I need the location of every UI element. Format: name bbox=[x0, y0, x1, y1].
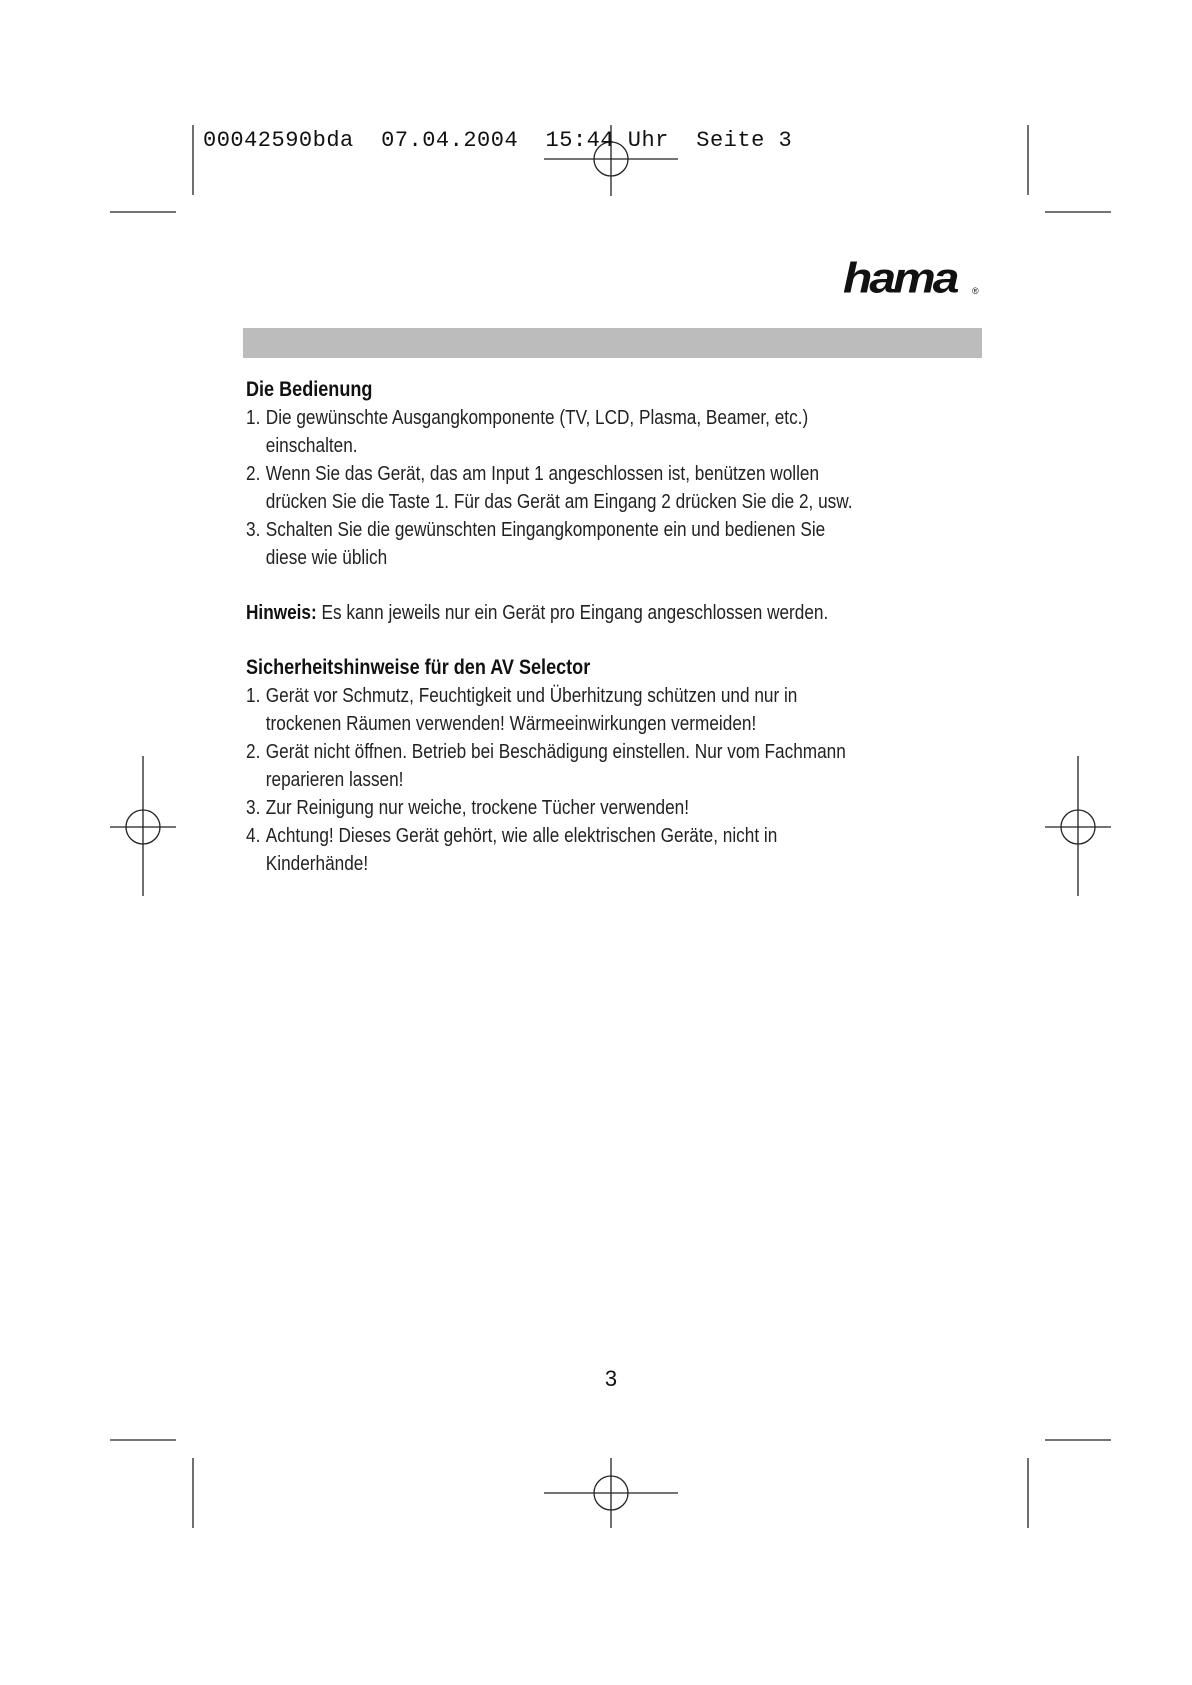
list-text: Zur Reinigung nur weiche, trockene Tücher verwenden! bbox=[265, 797, 690, 819]
list-item bbox=[246, 460, 865, 516]
registration-mark-left bbox=[110, 756, 176, 896]
list-text: Gerät vor Schmutz, Feuchtigkeit und Überhitzung schützen und nur in trockenen Räumen verwenden! Wärmeeinwirkungen vermeiden! bbox=[265, 685, 798, 735]
list-item bbox=[246, 404, 865, 460]
list-number: 4. bbox=[246, 825, 261, 847]
list-item bbox=[246, 794, 865, 822]
list-text: Gerät nicht öffnen. Betrieb bei Beschädigung einstellen. Nur vom Fachmann reparieren lassen! bbox=[265, 741, 846, 791]
list-number: 1. bbox=[246, 685, 261, 707]
section-heading-operation: Die Bedienung bbox=[246, 378, 373, 401]
list-number: 2. bbox=[246, 463, 261, 485]
note-paragraph bbox=[246, 599, 865, 627]
list-text: Achtung! Dieses Gerät gehört, wie alle elektrischen Geräte, nicht in Kinderhände! bbox=[265, 825, 778, 875]
list-text: Wenn Sie das Gerät, das am Input 1 angeschlossen ist, benützen wollen drücken Sie die Taste 1. Für das Gerät am Eingang 2 drücken Sie die 2, usw. bbox=[265, 463, 853, 513]
list-item bbox=[246, 822, 865, 878]
document-body bbox=[246, 376, 865, 878]
safety-list bbox=[246, 682, 865, 878]
registration-mark-right bbox=[1045, 756, 1111, 896]
list-item bbox=[246, 516, 865, 572]
list-number: 3. bbox=[246, 797, 261, 819]
list-text: Schalten Sie die gewünschten Eingangkomponente ein und bedienen Sie diese wie üblich bbox=[265, 519, 826, 569]
registration-mark-bottom bbox=[544, 1458, 678, 1528]
list-number: 1. bbox=[246, 407, 261, 429]
list-number: 3. bbox=[246, 519, 261, 541]
header-bar bbox=[243, 328, 982, 358]
registered-mark: ® bbox=[972, 286, 979, 296]
note-label: Hinweis: bbox=[246, 602, 317, 624]
list-number: 2. bbox=[246, 741, 261, 763]
list-text: Die gewünschte Ausgangkomponente (TV, LCD, Plasma, Beamer, etc.) einschalten. bbox=[265, 407, 809, 457]
list-item bbox=[246, 738, 865, 794]
note-text: Es kann jeweils nur ein Gerät pro Eingang angeschlossen werden. bbox=[316, 602, 829, 624]
operation-steps-list bbox=[246, 404, 865, 572]
list-item bbox=[246, 682, 865, 738]
section-heading-safety: Sicherheitshinweise für den AV Selector bbox=[246, 656, 591, 679]
page-number: 3 bbox=[604, 1366, 618, 1391]
hama-logo: hama bbox=[843, 255, 957, 302]
print-slug-line: 00042590bda 07.04.2004 15:44 Uhr Seite 3 bbox=[203, 128, 793, 153]
